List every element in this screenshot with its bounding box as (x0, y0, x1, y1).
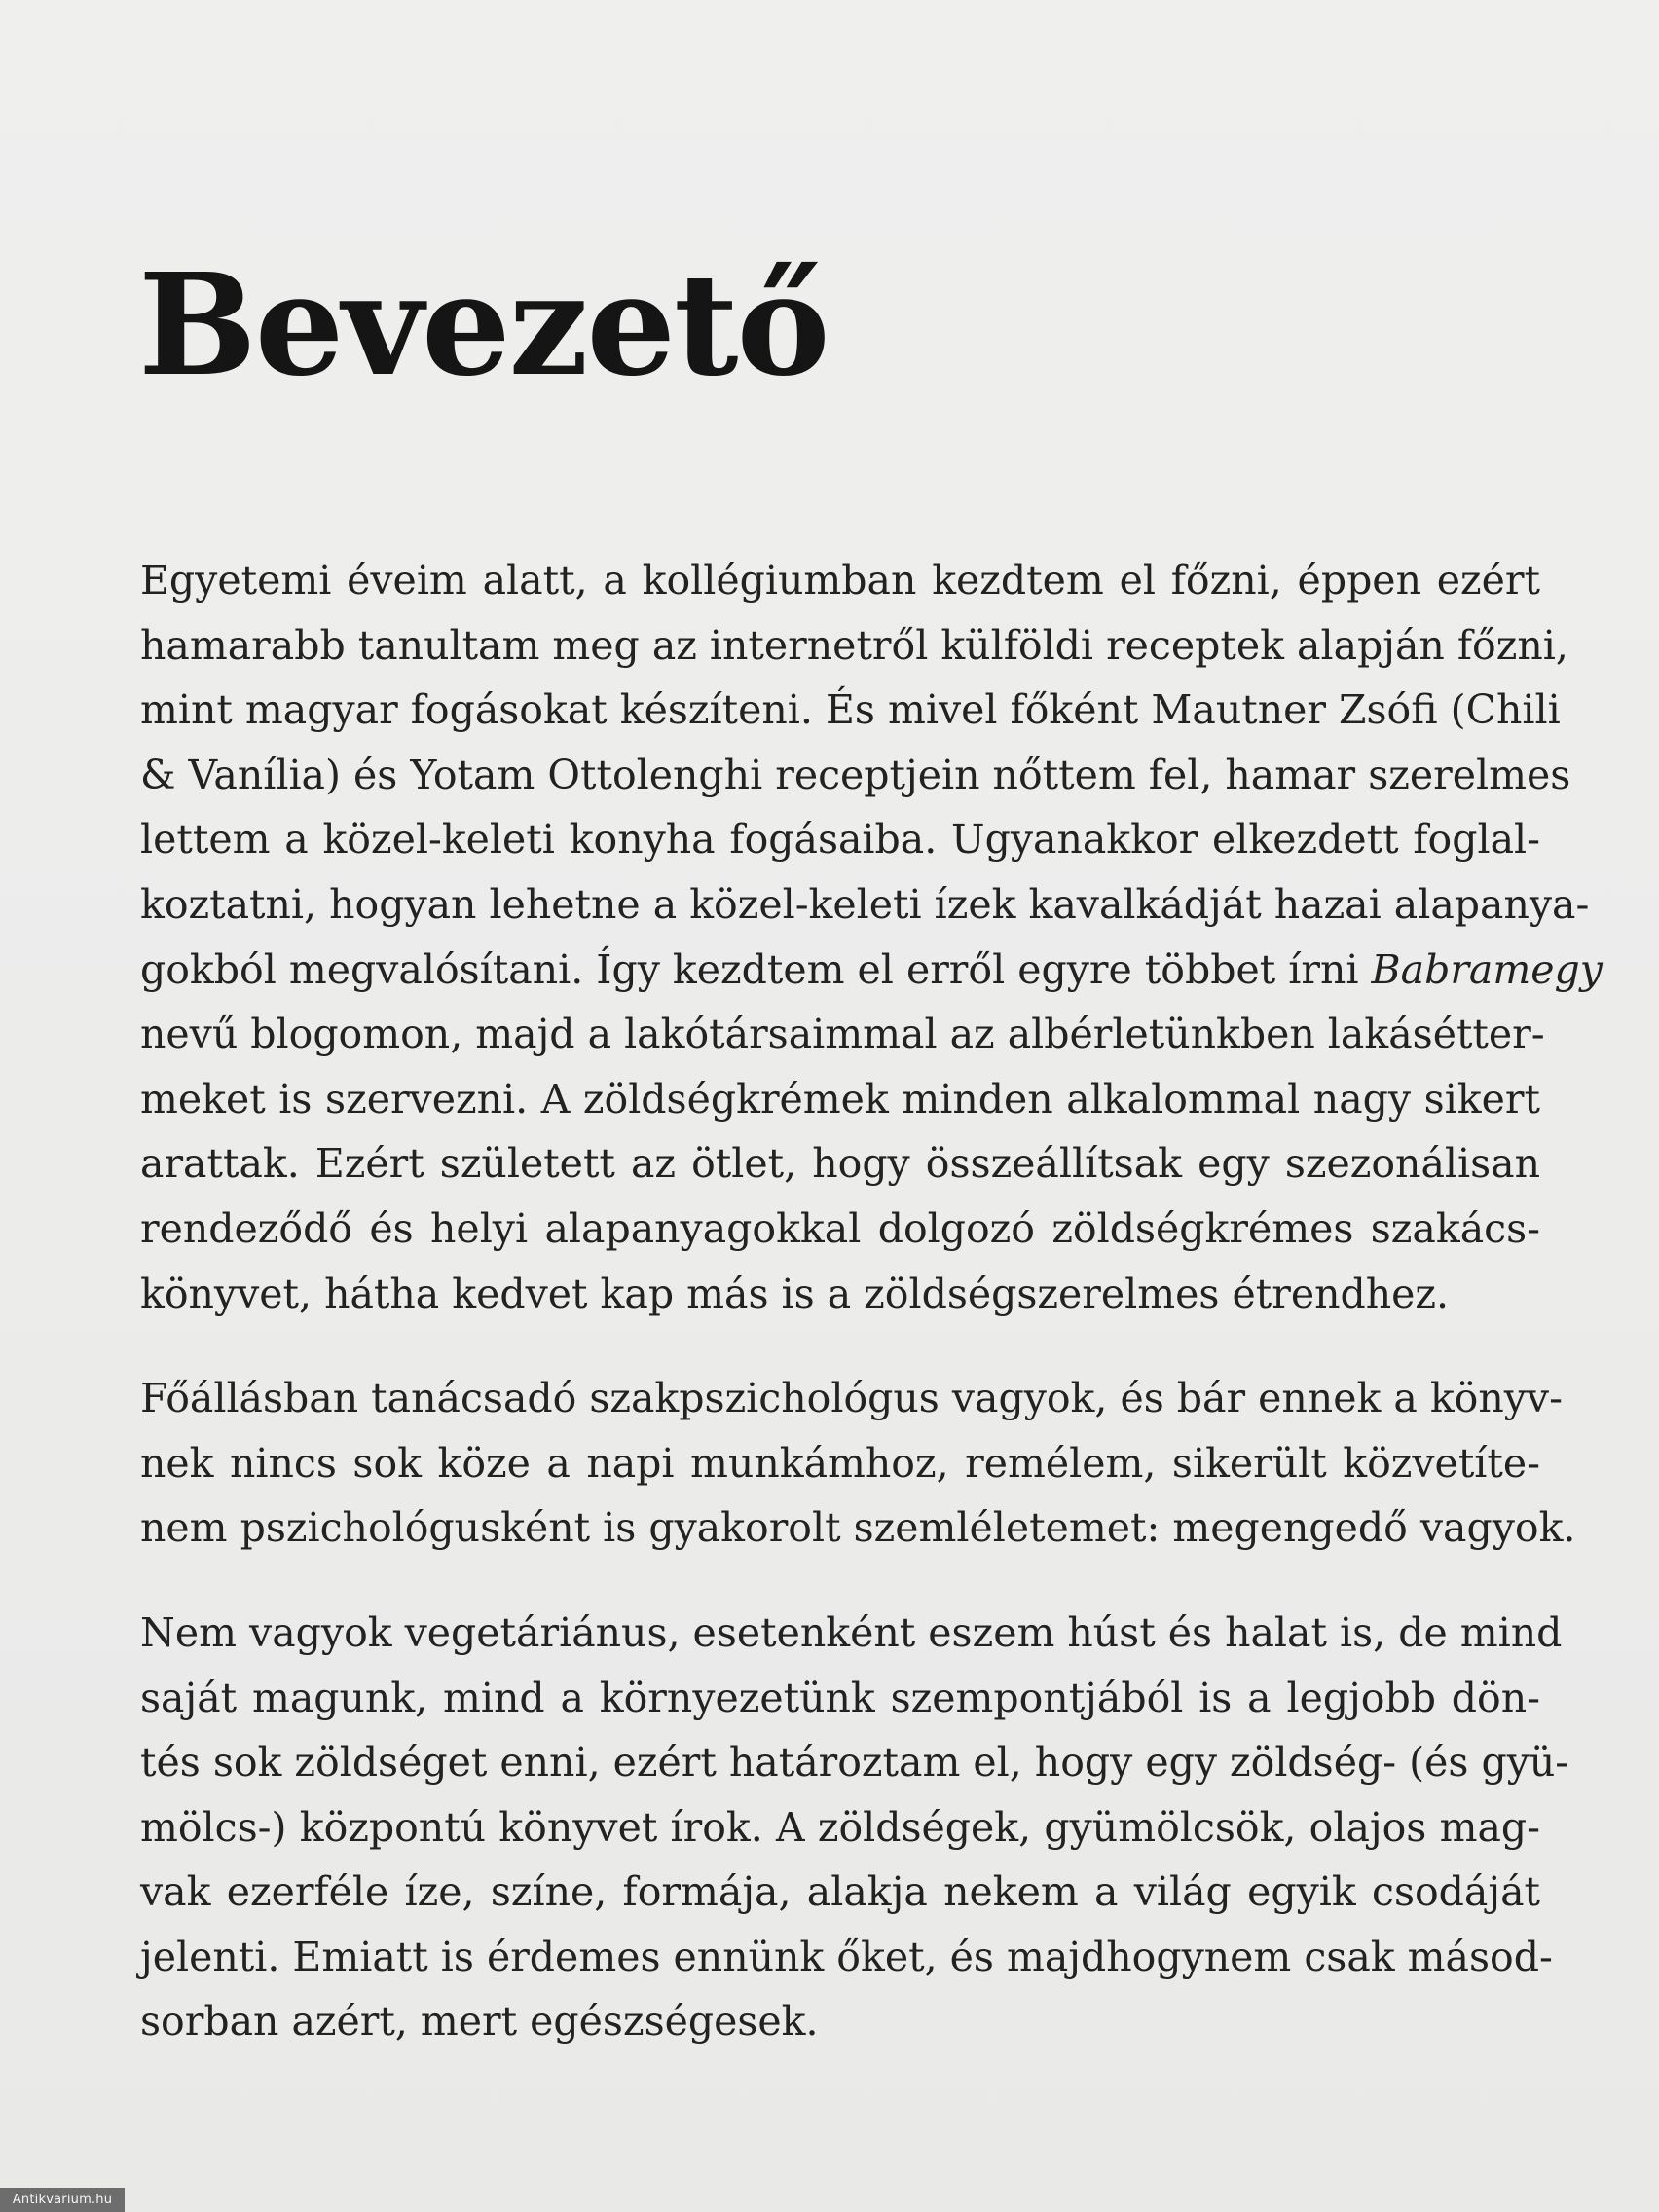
paragraph-line: jelenti. Emiatt is érdemes ennünk őket, és majdhogynem csak másod- (140, 1933, 1553, 1980)
paragraph-line: Nem vagyok vegetáriánus, esetenként eszem húst és halat is, de mind (140, 1608, 1563, 1656)
blog-name: Babramegy (1371, 945, 1603, 993)
paragraph-line: vak ezerféle íze, színe, formája, alakja nekem a világ egyik csodáját (140, 1868, 1540, 1916)
paragraph-line: lettem a közel-keleti konyha fogásaiba. Ugyanakkor elkezdett foglal- (140, 816, 1540, 864)
paragraph-line: nem pszichológusként is gyakorolt szemléletemet: megengedő vagyok. (140, 1504, 1576, 1552)
paragraph-line: könyvet, hátha kedvet kap más is a zöldségszerelmes étrendhez. (140, 1270, 1450, 1317)
paragraph-line: saját magunk, mind a környezetünk szempontjából is a legjobb dön- (140, 1674, 1540, 1721)
paragraph-line: hamarabb tanultam meg az internetről külföldi receptek alapján főzni, (140, 621, 1568, 669)
paragraph-line: & Vanília) és Yotam Ottolenghi receptjein nőttem fel, hamar szerelmes (140, 751, 1571, 798)
paragraph-line: Főállásban tanácsadó szakpszichológus vagyok, és bár ennek a könyv- (140, 1375, 1563, 1422)
paragraph-line: meket is szervezni. A zöldségkrémek minden alkalommal nagy sikert (140, 1075, 1540, 1123)
watermark-label: Antikvarium.hu (0, 2188, 125, 2212)
page-title: Bevezető (138, 242, 829, 407)
paragraph-line-text: gokból megvalósítani. Így kezdtem el erről egyre többet írni (140, 945, 1359, 993)
paragraph-line: sorban azért, mert egészségesek. (140, 1998, 819, 2046)
paragraph-line: tés sok zöldséget enni, ezért határoztam el, hogy egy zöldség- (és gyü- (140, 1739, 1569, 1787)
body-text (140, 548, 1603, 2094)
paragraph-3 (140, 1601, 1569, 2054)
paragraph-line: nevű blogomon, majd a lakótársaimmal az albérletünkben lakásétter- (140, 1011, 1545, 1058)
paragraph-line: Egyetemi éveim alatt, a kollégiumban kezdtem el főzni, éppen ezért (140, 557, 1540, 604)
paragraph-line: koztatni, hogyan lehetne a közel-keleti ízek kavalkádját hazai alapanya- (140, 880, 1590, 928)
paragraph-line-with-italic (140, 938, 1603, 1003)
paragraph-2 (140, 1366, 1576, 1561)
paragraph-1 (140, 548, 1603, 1326)
paragraph-line: nek nincs sok köze a napi munkámhoz, remélem, sikerült közvetíte- (140, 1439, 1540, 1487)
paragraph-line: arattak. Ezért született az ötlet, hogy összeállítsak egy szezonálisan (140, 1140, 1540, 1188)
paragraph-line: mölcs-) központú könyvet írok. A zöldségek, gyümölcsök, olajos mag- (140, 1803, 1540, 1851)
paragraph-line: rendeződő és helyi alapanyagokkal dolgozó zöldségkrémes szakács- (140, 1204, 1540, 1252)
paragraph-line: mint magyar fogásokat készíteni. És mivel főként Mautner Zsófi (Chili (140, 686, 1561, 734)
